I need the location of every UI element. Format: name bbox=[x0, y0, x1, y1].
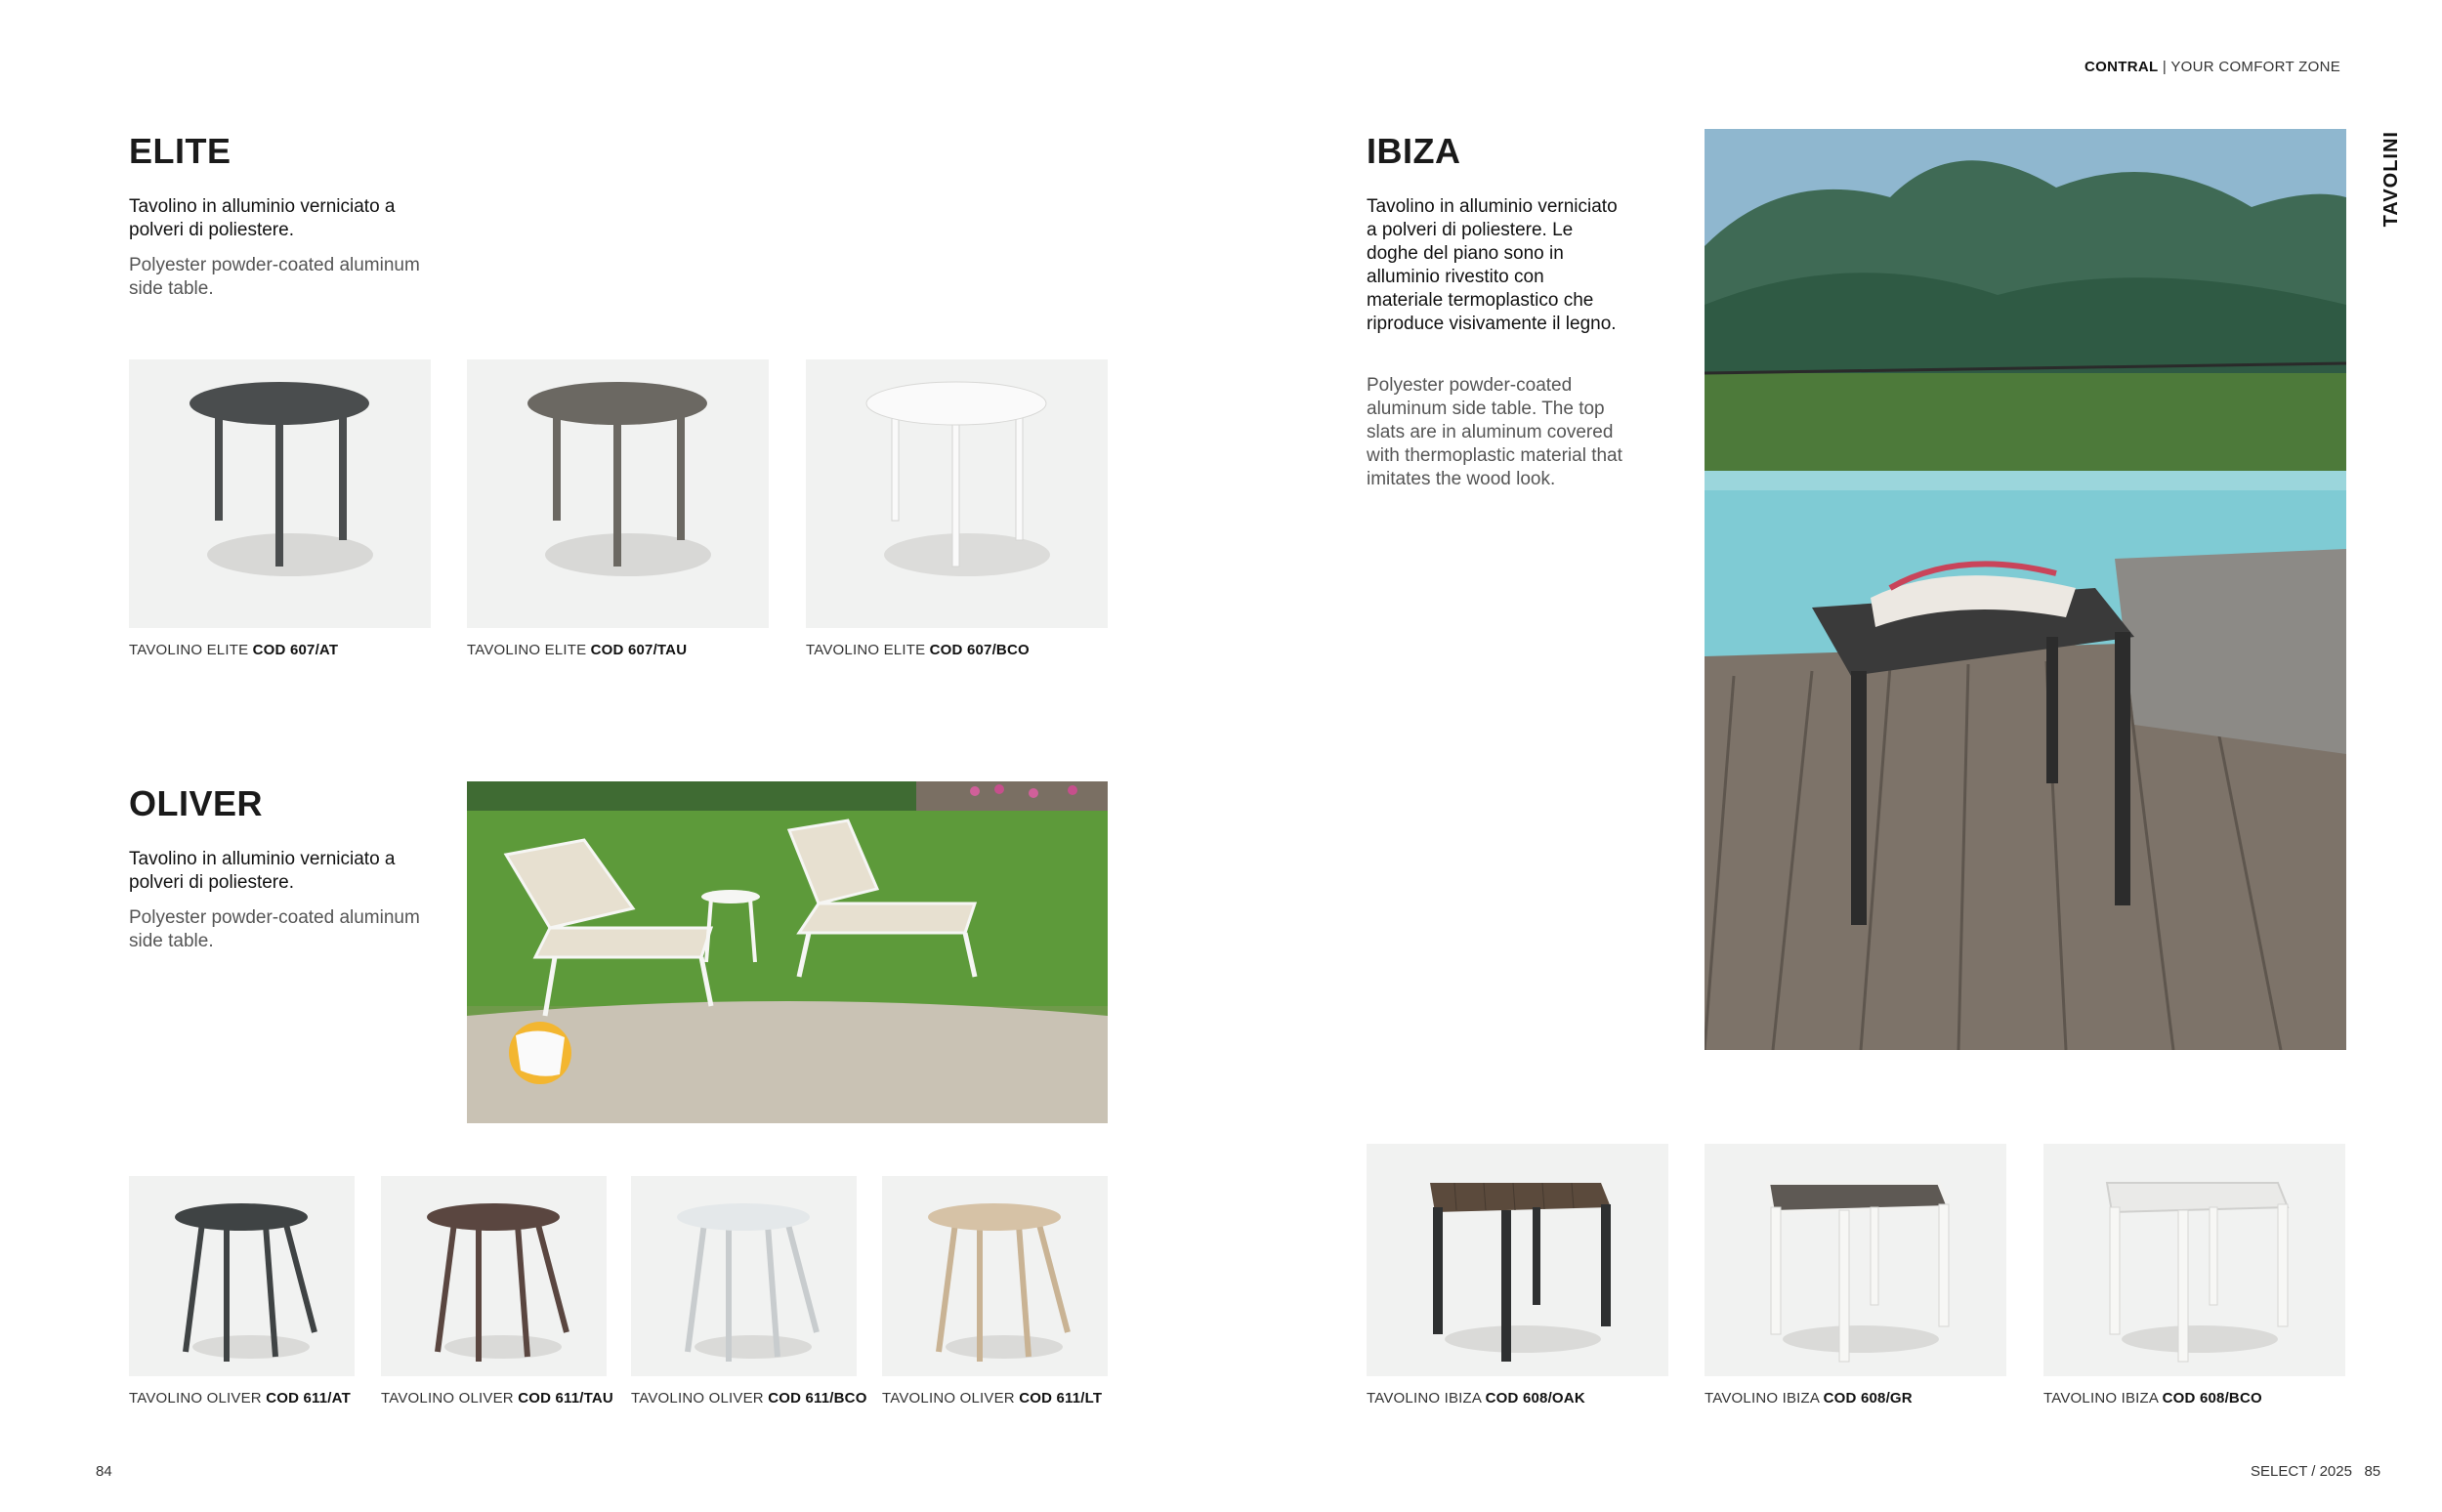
page-number-right: 85 bbox=[2364, 1463, 2381, 1480]
oliver-table-dark-illustration bbox=[129, 1176, 355, 1376]
ibiza-lifestyle-photo[interactable] bbox=[1705, 129, 2346, 1050]
ibiza-product-image-bco[interactable] bbox=[2043, 1144, 2345, 1376]
product-code: COD 608/GR bbox=[1823, 1390, 1913, 1407]
ibiza-product-image-oak[interactable] bbox=[1367, 1144, 1668, 1376]
oliver-product-image-tau[interactable] bbox=[381, 1176, 607, 1376]
brand-separator: | bbox=[2158, 59, 2171, 75]
oliver-table-taupe-illustration bbox=[381, 1176, 607, 1376]
product-code: COD 608/OAK bbox=[1485, 1390, 1585, 1407]
oliver-table-light-illustration bbox=[882, 1176, 1108, 1376]
elite-description-it: Tavolino in alluminio verniciato a polveri di poliestere. bbox=[129, 196, 396, 240]
oliver-table-white-illustration bbox=[631, 1176, 857, 1376]
round-table-white-illustration bbox=[806, 359, 1108, 628]
product-code: COD 611/AT bbox=[266, 1390, 351, 1407]
round-table-dark-illustration bbox=[129, 359, 431, 628]
elite-heading: ELITE bbox=[129, 131, 232, 171]
publication-label: SELECT / 2025 bbox=[2251, 1463, 2352, 1480]
product-code: COD 607/TAU bbox=[590, 642, 688, 658]
elite-caption-bco bbox=[806, 642, 1030, 658]
ibiza-table-grey-illustration bbox=[1705, 1144, 2006, 1376]
oliver-caption-tau bbox=[381, 1390, 613, 1407]
oliver-description-en: Polyester powder-coated aluminum side table. bbox=[129, 907, 420, 951]
product-code: COD 608/BCO bbox=[2162, 1390, 2262, 1407]
brand-header bbox=[2084, 59, 2340, 75]
ibiza-caption-gr bbox=[1705, 1390, 1913, 1407]
oliver-caption-at bbox=[129, 1390, 351, 1407]
caption-prefix: TAVOLINO OLIVER bbox=[631, 1390, 769, 1407]
elite-caption-at bbox=[129, 642, 338, 658]
elite-product-image-tau[interactable] bbox=[467, 359, 769, 628]
caption-prefix: TAVOLINO OLIVER bbox=[381, 1390, 519, 1407]
caption-prefix: TAVOLINO IBIZA bbox=[1367, 1390, 1486, 1407]
oliver-description-it: Tavolino in alluminio verniciato a polveri di poliestere. bbox=[129, 849, 396, 893]
caption-prefix: TAVOLINO OLIVER bbox=[129, 1390, 267, 1407]
round-table-taupe-illustration bbox=[467, 359, 769, 628]
brand-name: CONTRAL bbox=[2084, 59, 2159, 75]
oliver-heading: OLIVER bbox=[129, 783, 264, 823]
ibiza-table-white-illustration bbox=[2043, 1144, 2345, 1376]
elite-description-en: Polyester powder-coated aluminum side table. bbox=[129, 255, 420, 299]
caption-prefix: TAVOLINO IBIZA bbox=[1705, 1390, 1824, 1407]
caption-prefix: TAVOLINO IBIZA bbox=[2043, 1390, 2163, 1407]
oliver-lifestyle-photo[interactable] bbox=[467, 781, 1108, 1123]
oliver-caption-bco bbox=[631, 1390, 867, 1407]
garden-lounger-scene bbox=[467, 781, 1108, 1123]
product-code: COD 611/BCO bbox=[768, 1390, 867, 1407]
ibiza-heading: IBIZA bbox=[1367, 131, 1461, 171]
ibiza-caption-oak bbox=[1367, 1390, 1585, 1407]
poolside-deck-scene bbox=[1705, 129, 2346, 1050]
caption-prefix: TAVOLINO ELITE bbox=[467, 642, 591, 658]
elite-product-image-at[interactable] bbox=[129, 359, 431, 628]
ibiza-caption-bco bbox=[2043, 1390, 2262, 1407]
caption-prefix: TAVOLINO ELITE bbox=[129, 642, 253, 658]
caption-prefix: TAVOLINO ELITE bbox=[806, 642, 930, 658]
product-code: COD 607/BCO bbox=[929, 642, 1030, 658]
caption-prefix: TAVOLINO OLIVER bbox=[882, 1390, 1020, 1407]
ibiza-product-image-gr[interactable] bbox=[1705, 1144, 2006, 1376]
product-code: COD 611/LT bbox=[1019, 1390, 1103, 1407]
elite-product-image-bco[interactable] bbox=[806, 359, 1108, 628]
section-side-tab: TAVOLINI bbox=[2380, 131, 2402, 228]
oliver-caption-lt bbox=[882, 1390, 1102, 1407]
product-code: COD 611/TAU bbox=[518, 1390, 613, 1407]
ibiza-description-en: Polyester powder-coated aluminum side table. The top slats are in aluminum covered with thermoplastic material that imitates the wood look. bbox=[1367, 375, 1622, 489]
oliver-product-image-bco[interactable] bbox=[631, 1176, 857, 1376]
page-number-left: 84 bbox=[96, 1463, 112, 1480]
brand-tagline: YOUR COMFORT ZONE bbox=[2170, 59, 2341, 75]
product-code: COD 607/AT bbox=[252, 642, 339, 658]
elite-caption-tau bbox=[467, 642, 687, 658]
ibiza-table-oak-illustration bbox=[1367, 1144, 1668, 1376]
footer-right bbox=[2251, 1463, 2380, 1480]
oliver-product-image-lt[interactable] bbox=[882, 1176, 1108, 1376]
oliver-product-image-at[interactable] bbox=[129, 1176, 355, 1376]
ibiza-description-it: Tavolino in alluminio verniciato a polveri di poliestere. Le doghe del piano sono in alluminio rivestito con materiale termoplastico che riproduce visivamente il legno. bbox=[1367, 196, 1618, 334]
